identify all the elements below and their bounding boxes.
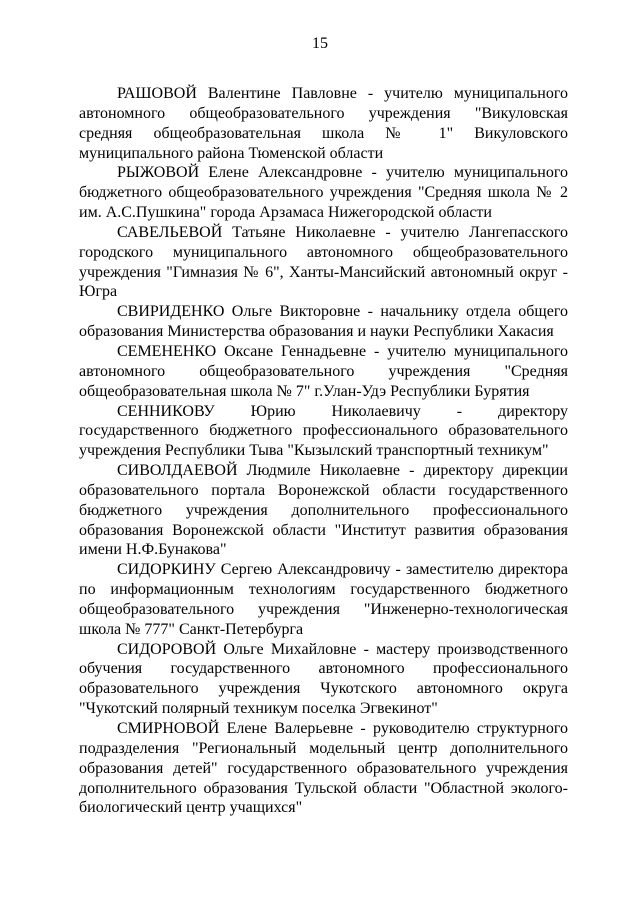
paragraph-line: бюджетного общеобразовательного учреждения "Средняя школа № 2 [79, 184, 568, 202]
paragraph-line: САВЕЛЬЕВОЙ Татьяне Николаевне - учителю Лангепасского [117, 223, 568, 241]
paragraph-line: средняя общеобразовательная школа № 1" Викуловского [79, 124, 568, 142]
paragraph-line: СВИРИДЕНКО Ольге Викторовне - начальнику отдела общего [117, 303, 568, 321]
paragraph-line: школа № 777" Санкт-Петербурга [79, 620, 304, 638]
paragraph-line: СИДОРКИНУ Сергею Александровичу - заместителю директора [117, 561, 568, 579]
award-paragraph [79, 342, 568, 402]
paragraph-line: учреждения Республики Тыва "Кызылский транспортный техникум" [79, 442, 549, 460]
paragraph-line: образования детей" государственного образовательного учреждения [79, 759, 568, 777]
paragraph-line: им. А.С.Пушкина" города Арзамаса Нижегородской области [79, 204, 492, 222]
award-paragraph [79, 719, 568, 818]
paragraph-line: общеобразовательная школа № 7" г.Улан-Удэ Республики Бурятия [79, 382, 530, 400]
paragraph-line: бюджетного учреждения дополнительного профессионального [79, 501, 568, 519]
award-paragraph [79, 402, 568, 462]
paragraph-line: РАШОВОЙ Валентине Павловне - учителю муниципального [117, 85, 568, 102]
award-paragraph [79, 84, 568, 163]
paragraph-line: образования Министерства образования и науки Республики Хакасия [79, 323, 554, 341]
paragraph-line: образовательного портала Воронежской области государственного [79, 481, 568, 499]
paragraph-line: СИДОРОВОЙ Ольге Михайловне - мастеру производственного [117, 640, 568, 658]
paragraph-line: автономного общеобразовательного учреждения "Средняя [79, 362, 568, 380]
paragraph-line: дополнительного образования Тульской области "Областной эколого- [79, 779, 568, 797]
paragraph-line: городского муниципального автономного общеобразовательного [79, 243, 568, 261]
paragraph-line: автономного общеобразовательного учреждения "Викуловская [79, 104, 568, 122]
award-paragraph [79, 163, 568, 223]
paragraph-line: общеобразовательного учреждения "Инженерно-технологическая [79, 600, 568, 618]
paragraph-line: СМИРНОВОЙ Елене Валерьевне - руководителю структурного [117, 720, 568, 737]
paragraph-line: биологический центр учащихся" [79, 799, 303, 817]
paragraph-line: государственного бюджетного профессионального образовательного [79, 422, 568, 440]
paragraph-line: учреждения "Гимназия № 6", Ханты-Мансийский автономный округ - [79, 263, 568, 281]
paragraph-line: Югра [79, 283, 118, 301]
award-paragraph [79, 560, 568, 639]
page-number: 15 [312, 35, 328, 52]
award-paragraph [79, 461, 568, 560]
paragraph-line: по информационным технологиям государственного бюджетного [79, 581, 568, 599]
paragraph-line: СЕМЕНЕНКО Оксане Геннадьевне - учителю муниципального [117, 342, 568, 360]
award-paragraph [79, 223, 568, 302]
paragraph-line: образования Воронежской области "Институт развития образования [79, 521, 568, 539]
paragraph-line: РЫЖОВОЙ Елене Александровне - учителю муниципального [117, 164, 568, 182]
paragraph-line: СИВОЛДАЕВОЙ Людмиле Николаевне - директору дирекции [117, 462, 568, 480]
paragraph-line: подразделения "Региональный модельный центр дополнительного [79, 739, 568, 757]
document-body [79, 84, 568, 818]
paragraph-line: образовательного учреждения Чукотского автономного округа [79, 680, 568, 698]
paragraph-line: СЕННИКОВУ Юрию Николаевичу - директору [117, 402, 568, 420]
paragraph-line: муниципального района Тюменской области [79, 144, 384, 162]
paragraph-line: "Чукотский полярный техникум поселка Эгвекинот" [79, 700, 438, 718]
paragraph-line: обучения государственного автономного профессионального [79, 660, 568, 678]
paragraph-line: имени Н.Ф.Бунакова" [79, 541, 227, 559]
award-paragraph [79, 640, 568, 719]
award-paragraph [79, 302, 568, 342]
